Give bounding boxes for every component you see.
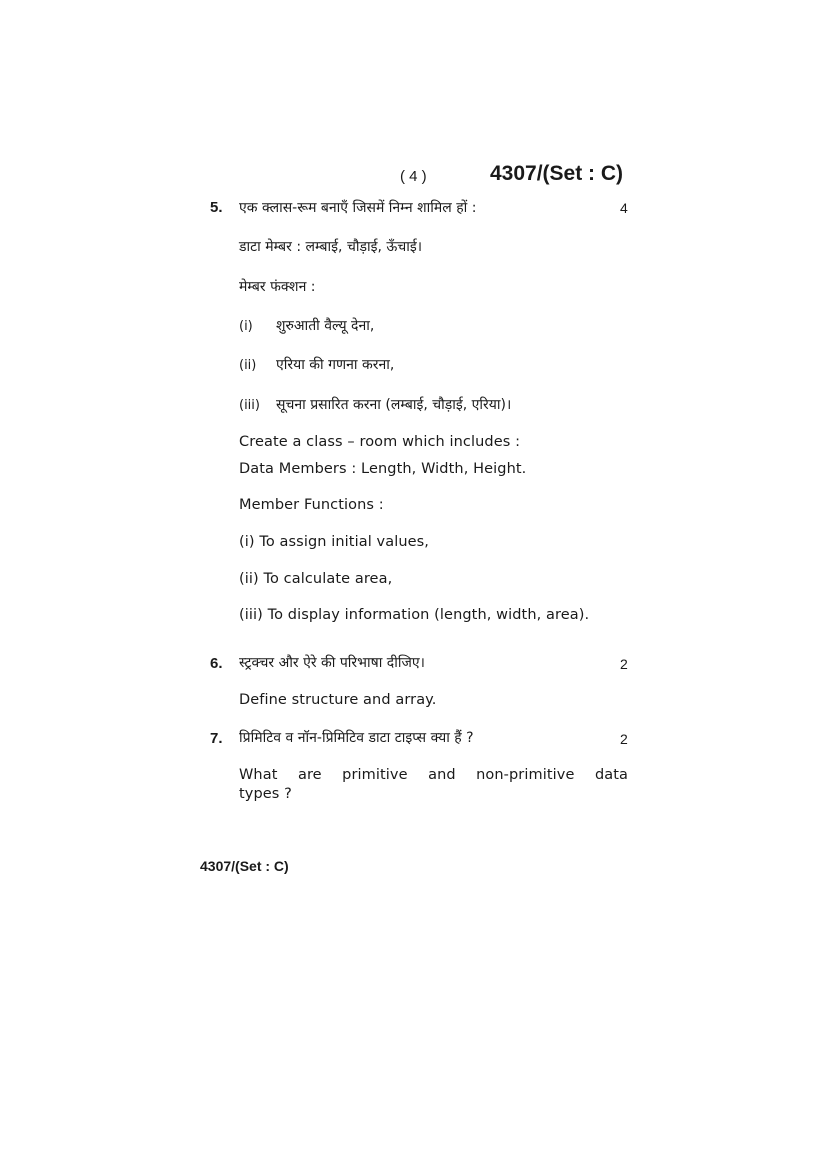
question-5-hindi-data-members: डाटा मेम्बर : लम्बाई, चौड़ाई, ऊँचाई। [239,239,423,255]
question-5-hindi-item-3-text: सूचना प्रसारित करना (लम्बाई, चौड़ाई, एरिया)। [276,397,512,413]
question-5-hindi-item-2-text: एरिया की गणना करना, [276,357,395,373]
question-6-english: Define structure and array. [239,692,437,708]
question-7-hindi: प्रिमिटिव व नॉन-प्रिमिटिव डाटा टाइप्स क्या हैं ? [239,730,474,746]
question-7-word: non-primitive [476,767,575,783]
question-5-hindi-item-1-label: (i) [239,319,253,334]
question-7-word: What [239,767,278,783]
question-7-word: data [594,767,628,783]
question-5-hindi-stem: एक क्लास-रूम बनाएँ जिसमें निम्न शामिल हों : [239,200,477,216]
question-6-number: 6. [210,655,223,672]
question-7-english-line-2: types ? [239,786,292,802]
question-7-word: are [297,767,322,783]
question-6-hindi: स्ट्रक्चर और ऐरे की परिभाषा दीजिए। [239,655,425,671]
paper-code-header: 4307/(Set : C) [490,162,624,185]
question-5-marks: 4 [620,200,628,216]
question-5-english-stem: Create a class – room which includes : [239,434,521,450]
page-number: ( 4 ) [400,168,427,185]
paper-code-footer: 4307/(Set : C) [200,858,289,874]
question-7-number: 7. [210,730,223,747]
question-5-english-item-2: (ii) To calculate area, [239,571,393,587]
question-5-number: 5. [210,199,223,216]
question-7-english-line-1 [239,767,628,783]
question-5-hindi-item-2-label: (ii) [239,358,257,373]
question-7-marks: 2 [620,731,628,747]
question-5-english-item-1: (i) To assign initial values, [239,534,430,550]
question-6-marks: 2 [620,656,628,672]
question-5-hindi-item-1-text: शुरुआती वैल्यू देना, [276,318,375,334]
question-7-word: primitive [342,767,408,783]
question-5-english-item-3: (iii) To display information (length, width, area). [239,607,590,623]
question-7-word: and [428,767,456,783]
question-5-hindi-member-functions: मेम्बर फंक्शन : [239,279,316,295]
question-5-english-data-members: Data Members : Length, Width, Height. [239,461,527,477]
question-5-hindi-item-3-label: (iii) [239,398,260,413]
question-5-english-member-functions: Member Functions : [239,497,384,513]
